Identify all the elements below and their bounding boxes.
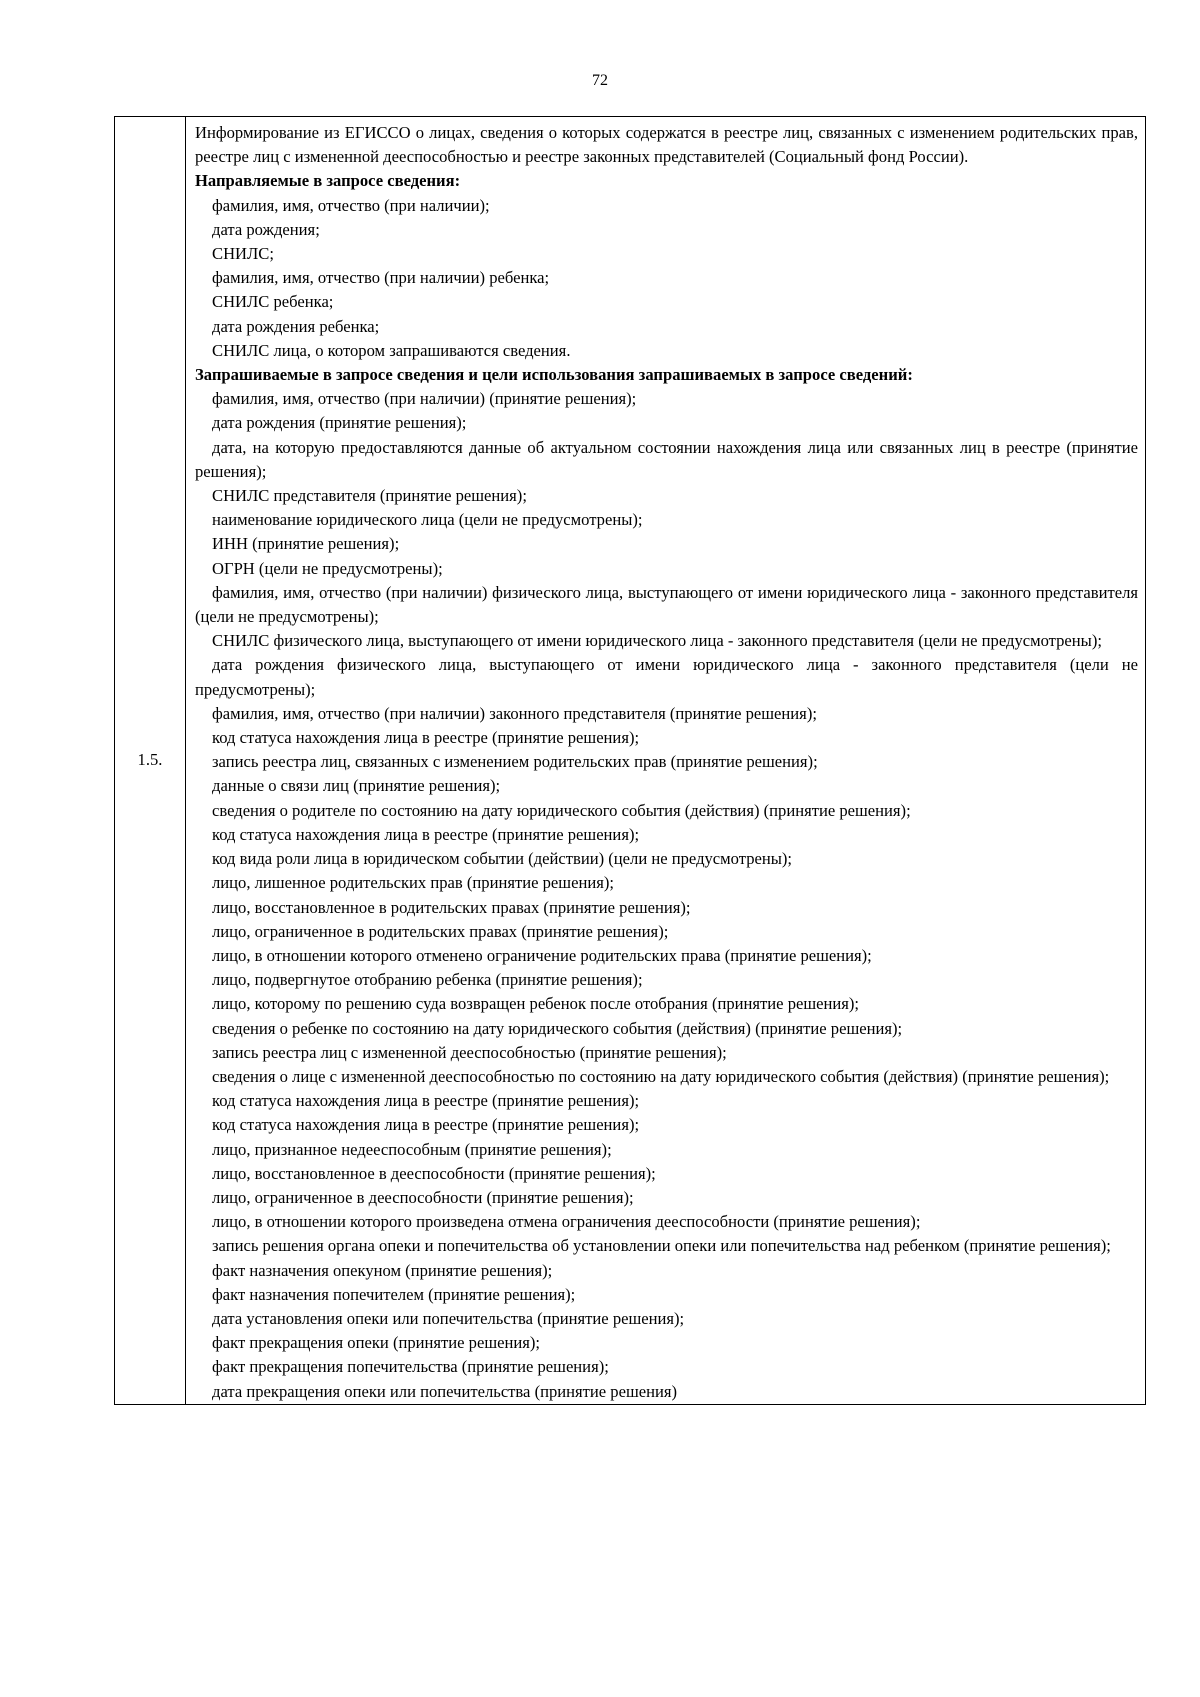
- list-item: данные о связи лиц (принятие решения);: [212, 776, 501, 796]
- list-item: сведения о ребенке по состоянию на дату юридического события (действия) (принятие решения);: [212, 1018, 903, 1038]
- list-item: код вида роли лица в юридическом событии (действии) (цели не предусмотрены);: [212, 849, 793, 869]
- list-item: факт прекращения попечительства (принятие решения);: [212, 1357, 609, 1377]
- requested-heading: Запрашиваемые в запросе сведения и цели использования запрашиваемых в запросе сведений:: [195, 365, 913, 385]
- list-item: сведения о родителе по состоянию на дату юридического события (действия) (принятие решения);: [212, 800, 911, 820]
- page-number: 72: [592, 72, 608, 89]
- list-item: дата рождения;: [212, 219, 320, 239]
- list-item: запись решения органа опеки и попечительства об установлении опеки или попечительства над ребенком (принятие решения);: [212, 1236, 1111, 1256]
- list-item: фамилия, имя, отчество (при наличии) физического лица, выступающего от имени юридического лица - законного представителя (цели не предусмотрены);: [195, 582, 1138, 627]
- list-item: факт назначения попечителем (принятие решения);: [212, 1284, 576, 1304]
- list-item: дата рождения (принятие решения);: [212, 413, 467, 433]
- requested-list: [195, 387, 1138, 1404]
- list-item: лицо, ограниченное в дееспособности (принятие решения);: [212, 1187, 634, 1207]
- list-item: лицо, признанное недееспособным (принятие решения);: [212, 1139, 612, 1159]
- list-item: лицо, в отношении которого произведена отмена ограничения дееспособности (принятие решения);: [212, 1212, 921, 1232]
- list-item: лицо, восстановленное в родительских правах (принятие решения);: [212, 897, 691, 917]
- information-table: [114, 116, 1146, 1405]
- list-item: фамилия, имя, отчество (при наличии) (принятие решения);: [212, 389, 637, 409]
- list-item: дата рождения физического лица, выступающего от имени юридического лица - законного представителя (цели не предусмотрены);: [195, 655, 1138, 699]
- list-item: код статуса нахождения лица в реестре (принятие решения);: [212, 824, 640, 844]
- list-item: СНИЛС представителя (принятие решения);: [212, 486, 527, 506]
- list-item: лицо, восстановленное в дееспособности (принятие решения);: [212, 1163, 656, 1183]
- sent-heading: Направляемые в запросе сведения:: [195, 171, 461, 191]
- list-item: ОГРН (цели не предусмотрены);: [212, 558, 443, 578]
- list-item: дата установления опеки или попечительства (принятие решения);: [212, 1308, 685, 1328]
- list-item: СНИЛС;: [212, 244, 274, 264]
- list-item: наименование юридического лица (цели не предусмотрены);: [212, 510, 643, 530]
- list-item: код статуса нахождения лица в реестре (принятие решения);: [212, 1115, 640, 1135]
- list-item: запись реестра лиц, связанных с изменением родительских прав (принятие решения);: [212, 752, 818, 772]
- list-item: запись реестра лиц с измененной дееспособностью (принятие решения);: [212, 1042, 727, 1062]
- list-item: СНИЛС ребенка;: [212, 292, 334, 312]
- list-item: лицо, которому по решению суда возвращен ребенок после отобрания (принятие решения);: [212, 994, 860, 1014]
- list-item: факт назначения опекуном (принятие решения);: [212, 1260, 553, 1280]
- list-item: фамилия, имя, отчество (при наличии);: [212, 195, 490, 215]
- list-item: лицо, лишенное родительских прав (принятие решения);: [212, 873, 614, 893]
- list-item: сведения о лице с измененной дееспособностью по состоянию на дату юридического события (действия) (принятие решения);: [212, 1066, 1110, 1086]
- list-item: дата прекращения опеки или попечительства (принятие решения): [212, 1381, 678, 1401]
- list-item: фамилия, имя, отчество (при наличии) ребенка;: [212, 268, 550, 288]
- list-item: ИНН (принятие решения);: [212, 534, 400, 554]
- list-item: код статуса нахождения лица в реестре (принятие решения);: [212, 1091, 640, 1111]
- list-item: СНИЛС лица, о котором запрашиваются сведения.: [212, 340, 571, 360]
- row-intro: Информирование из ЕГИССО о лицах, сведения о которых содержатся в реестре лиц, связанных с изменением родительских прав, реестре лиц с измененной дееспособностью и реестре законных представителей (Социальный фонд России).: [195, 123, 1138, 167]
- row-content: [186, 117, 1146, 1405]
- list-item: лицо, ограниченное в родительских правах (принятие решения);: [212, 921, 669, 941]
- list-item: фамилия, имя, отчество (при наличии) законного представителя (принятие решения);: [212, 703, 817, 723]
- list-item: СНИЛС физического лица, выступающего от имени юридического лица - законного представителя (цели не предусмотрены);: [212, 631, 1102, 651]
- table-row: [115, 117, 1146, 1405]
- list-item: дата рождения ребенка;: [212, 316, 380, 336]
- list-item: лицо, подвергнутое отобранию ребенка (принятие решения);: [212, 970, 643, 990]
- list-item: дата, на которую предоставляются данные об актуальном состоянии нахождения лица или связанных лиц в реестре (принятие решения);: [195, 437, 1138, 481]
- row-number: 1.5.: [115, 117, 186, 1405]
- list-item: лицо, в отношении которого отменено ограничение родительских права (принятие решения);: [212, 945, 872, 965]
- list-item: код статуса нахождения лица в реестре (принятие решения);: [212, 728, 640, 748]
- list-item: факт прекращения опеки (принятие решения);: [212, 1333, 541, 1353]
- sent-list: [195, 194, 1138, 363]
